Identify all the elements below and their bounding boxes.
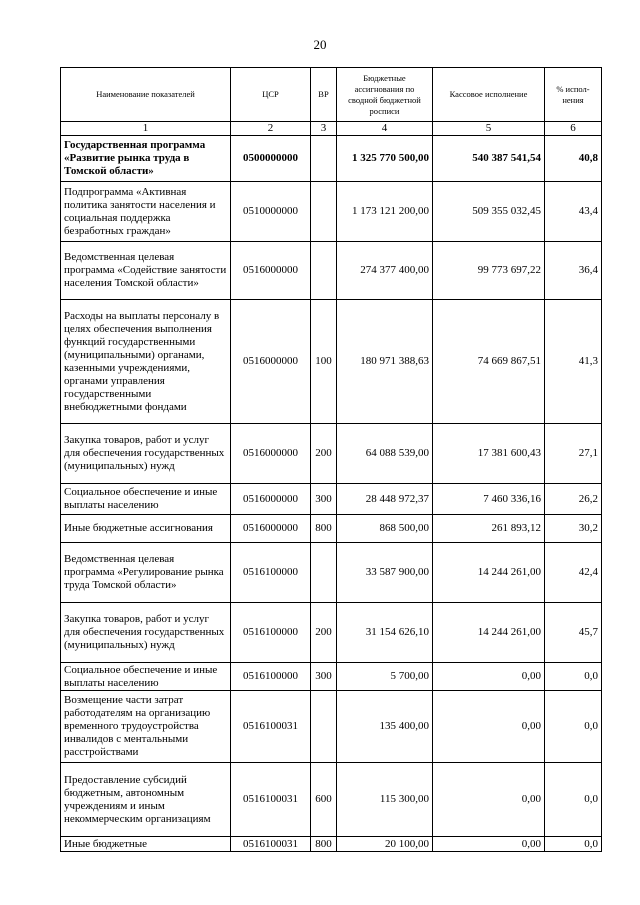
row-pct: 0,0 (545, 837, 602, 852)
header-budget: Бюджетные ассигнования по сводной бюджетной росписи (337, 68, 433, 122)
table-row (61, 300, 602, 424)
row-pct: 26,2 (545, 484, 602, 515)
row-budget: 1 173 121 200,00 (337, 182, 433, 242)
row-cash: 14 244 261,00 (433, 543, 545, 603)
table-row (61, 837, 602, 852)
column-number: 3 (311, 122, 337, 136)
row-cash: 74 669 867,51 (433, 300, 545, 424)
row-cash: 17 381 600,43 (433, 424, 545, 484)
row-vr (311, 136, 337, 182)
row-name: Иные бюджетные ассигнования (61, 515, 231, 543)
header-vr: ВР (311, 68, 337, 122)
row-csr: 0516000000 (231, 424, 311, 484)
row-cash: 99 773 697,22 (433, 242, 545, 300)
row-budget: 115 300,00 (337, 763, 433, 837)
row-cash: 0,00 (433, 691, 545, 763)
table-row (61, 515, 602, 543)
header-row (61, 68, 602, 122)
row-budget: 135 400,00 (337, 691, 433, 763)
table-row (61, 763, 602, 837)
row-cash: 0,00 (433, 837, 545, 852)
row-csr: 0516100000 (231, 663, 311, 691)
row-csr: 0500000000 (231, 136, 311, 182)
row-name: Закупка товаров, работ и услуг для обеспечения государственных (муниципальных) нужд (61, 424, 231, 484)
header-csr: ЦСР (231, 68, 311, 122)
row-name: Ведомственная целевая программа «Регулирование рынка труда Томской области» (61, 543, 231, 603)
row-csr: 0516100031 (231, 691, 311, 763)
table-row (61, 424, 602, 484)
row-pct: 42,4 (545, 543, 602, 603)
row-pct: 41,3 (545, 300, 602, 424)
column-number: 2 (231, 122, 311, 136)
budget-execution-table (60, 67, 602, 852)
row-vr (311, 242, 337, 300)
table-row (61, 603, 602, 663)
row-name: Ведомственная целевая программа «Содействие занятости населения Томской области» (61, 242, 231, 300)
row-budget: 868 500,00 (337, 515, 433, 543)
row-vr: 800 (311, 837, 337, 852)
row-budget: 180 971 388,63 (337, 300, 433, 424)
row-name: Социальное обеспечение и иные выплаты населению (61, 663, 231, 691)
table-row (61, 691, 602, 763)
row-name: Иные бюджетные (61, 837, 231, 852)
row-budget: 64 088 539,00 (337, 424, 433, 484)
row-pct: 0,0 (545, 663, 602, 691)
row-cash: 14 244 261,00 (433, 603, 545, 663)
page-number: 20 (313, 37, 327, 52)
row-pct: 30,2 (545, 515, 602, 543)
row-name: Предоставление субсидий бюджетным, автономным учреждениям и иным некоммерческим организациям (61, 763, 231, 837)
column-number: 4 (337, 122, 433, 136)
row-budget: 33 587 900,00 (337, 543, 433, 603)
header-cash: Кассовое исполнение (433, 68, 545, 122)
row-name: Закупка товаров, работ и услуг для обеспечения государственных (муниципальных) нужд (61, 603, 231, 663)
row-budget: 5 700,00 (337, 663, 433, 691)
row-cash: 540 387 541,54 (433, 136, 545, 182)
table-row (61, 663, 602, 691)
row-vr: 600 (311, 763, 337, 837)
row-csr: 0516100000 (231, 543, 311, 603)
row-budget: 274 377 400,00 (337, 242, 433, 300)
row-pct: 0,0 (545, 691, 602, 763)
row-name: Расходы на выплаты персоналу в целях обеспечения выполнения функций государственными (муниципальными) органами, казенными учреждениями, органами управления государственными внебюджетными фондами (61, 300, 231, 424)
row-pct: 45,7 (545, 603, 602, 663)
row-pct: 0,0 (545, 763, 602, 837)
row-name: Государственная программа «Развитие рынка труда в Томской области» (61, 136, 231, 182)
row-pct: 43,4 (545, 182, 602, 242)
row-cash: 0,00 (433, 763, 545, 837)
row-csr: 0516000000 (231, 515, 311, 543)
row-vr (311, 543, 337, 603)
row-vr: 200 (311, 424, 337, 484)
table-row (61, 543, 602, 603)
row-vr (311, 691, 337, 763)
column-number: 5 (433, 122, 545, 136)
row-vr (311, 182, 337, 242)
row-vr: 200 (311, 603, 337, 663)
table-row (61, 484, 602, 515)
column-number: 6 (545, 122, 602, 136)
row-csr: 0516000000 (231, 484, 311, 515)
table-row (61, 182, 602, 242)
row-name: Подпрограмма «Активная политика занятости населения и социальная поддержка безработных граждан» (61, 182, 231, 242)
row-cash: 261 893,12 (433, 515, 545, 543)
row-pct: 36,4 (545, 242, 602, 300)
row-csr: 0516100031 (231, 763, 311, 837)
row-budget: 20 100,00 (337, 837, 433, 852)
table-row (61, 136, 602, 182)
row-budget: 1 325 770 500,00 (337, 136, 433, 182)
column-number-row (61, 122, 602, 136)
row-pct: 40,8 (545, 136, 602, 182)
row-csr: 0516000000 (231, 242, 311, 300)
row-cash: 7 460 336,16 (433, 484, 545, 515)
row-cash: 0,00 (433, 663, 545, 691)
row-csr: 0510000000 (231, 182, 311, 242)
row-csr: 0516100000 (231, 603, 311, 663)
column-number: 1 (61, 122, 231, 136)
header-pct: % испол-нения (545, 68, 602, 122)
row-budget: 31 154 626,10 (337, 603, 433, 663)
row-name: Социальное обеспечение и иные выплаты населению (61, 484, 231, 515)
header-name: Наименование показателей (61, 68, 231, 122)
row-vr: 100 (311, 300, 337, 424)
row-csr: 0516000000 (231, 300, 311, 424)
table-row (61, 242, 602, 300)
row-pct: 27,1 (545, 424, 602, 484)
row-csr: 0516100031 (231, 837, 311, 852)
row-name: Возмещение части затрат работодателям на организацию временного трудоустройства инвалидов с ментальными расстройствами (61, 691, 231, 763)
row-vr: 300 (311, 663, 337, 691)
row-vr: 300 (311, 484, 337, 515)
row-budget: 28 448 972,37 (337, 484, 433, 515)
row-vr: 800 (311, 515, 337, 543)
row-cash: 509 355 032,45 (433, 182, 545, 242)
